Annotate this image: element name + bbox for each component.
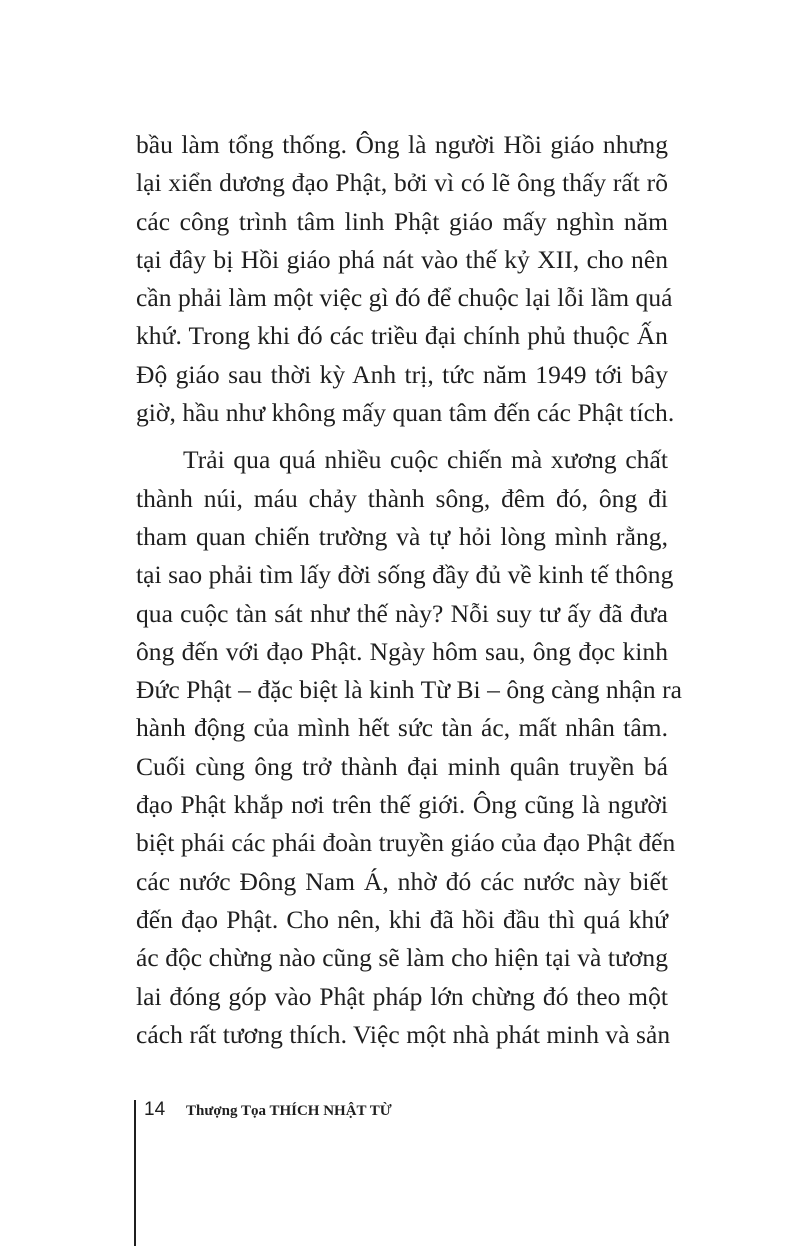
paragraph-gap	[136, 432, 668, 441]
text-line: Trải qua quá nhiều cuộc chiến mà xương chất	[183, 445, 668, 475]
footer-divider	[134, 1100, 136, 1246]
text-line: biệt phái các phái đoàn truyền giáo của đạo Phật đến	[136, 828, 676, 858]
text-line: Đức Phật – đặc biệt là kinh Từ Bi – ông càng nhận ra	[136, 675, 683, 705]
text-line: đạo Phật khắp nơi trên thế giới. Ông cũng là người	[136, 790, 668, 820]
text-line: tại sao phải tìm lấy đời sống đầy đủ về kinh tế thông	[136, 560, 674, 590]
page-number: 14	[144, 1099, 166, 1120]
text-line: Cuối cùng ông trở thành đại minh quân truyền bá	[136, 751, 668, 781]
text-line: lại xiển dương đạo Phật, bởi vì có lẽ ông thấy rất rõ	[136, 168, 668, 198]
text-line: tham quan chiến trường và tự hỏi lòng mình rằng,	[136, 521, 668, 551]
text-line: thành núi, máu chảy thành sông, đêm đó, ông đi	[136, 483, 668, 513]
text-line: đến đạo Phật. Cho nên, khi đã hồi đầu thì quá khứ	[136, 904, 668, 934]
text-line: cần phải làm một việc gì đó để chuộc lại lỗi lầm quá	[136, 283, 673, 313]
text-line: cách rất tương thích. Việc một nhà phát minh và sản	[136, 1019, 671, 1049]
running-head: Thượng Tọa THÍCH NHẬT TỪ	[186, 1103, 392, 1119]
text-line: các nước Đông Nam Á, nhờ đó các nước này biết	[136, 866, 668, 896]
text-line: bầu làm tổng thống. Ông là người Hồi giáo nhưng	[136, 130, 668, 159]
paragraph-2	[136, 441, 683, 1054]
text-line: qua cuộc tàn sát như thế này? Nỗi suy tư ấy đã đưa	[136, 598, 668, 628]
page-footer	[134, 1100, 534, 1246]
text-line: khứ. Trong khi đó các triều đại chính phủ thuộc Ấn	[136, 321, 668, 351]
text-line: giờ, hầu như không mấy quan tâm đến các Phật tích.	[136, 398, 675, 428]
text-line: hành động của mình hết sức tàn ác, mất nhân tâm.	[136, 713, 668, 743]
body-text	[136, 126, 683, 1054]
text-line: ông đến với đạo Phật. Ngày hôm sau, ông đọc kinh	[136, 636, 668, 666]
text-line: các công trình tâm linh Phật giáo mấy nghìn năm	[136, 206, 668, 236]
text-line: Độ giáo sau thời kỳ Anh trị, tức năm 1949 tới bây	[136, 359, 668, 389]
paragraph-1	[136, 126, 675, 432]
text-line: lai đóng góp vào Phật pháp lớn chừng đó theo một	[136, 981, 668, 1011]
text-line: tại đây bị Hồi giáo phá nát vào thế kỷ XII, cho nên	[136, 244, 668, 274]
text-line: ác độc chừng nào cũng sẽ làm cho hiện tại và tương	[136, 943, 668, 973]
